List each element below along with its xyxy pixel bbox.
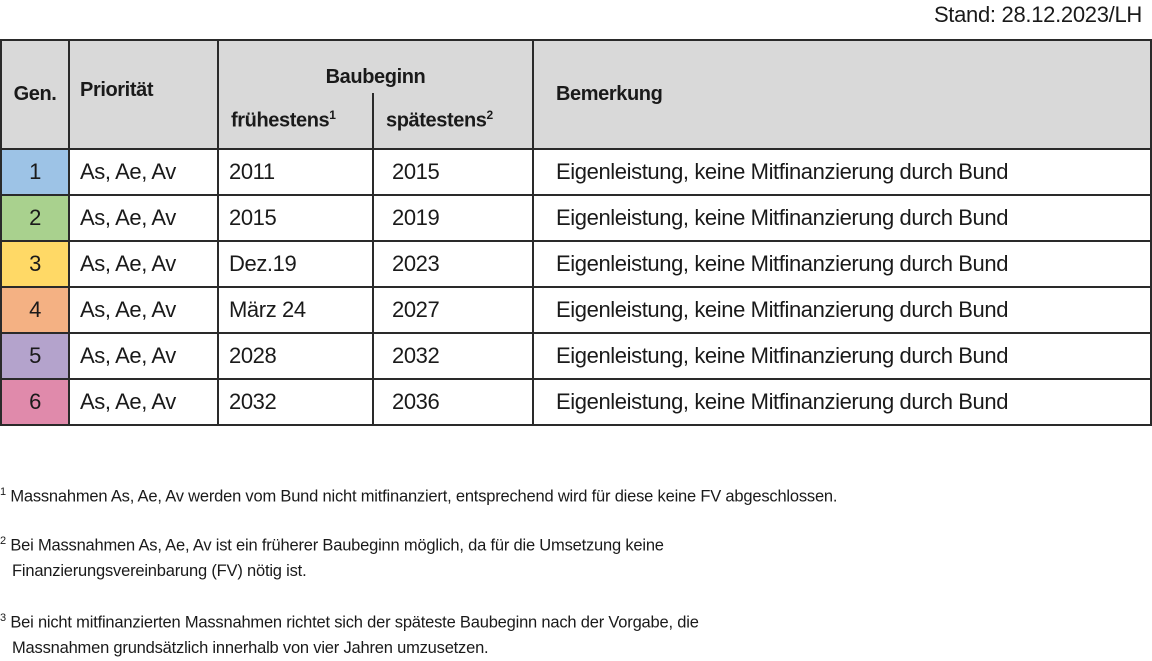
spaetestens-cell: 2027 (373, 287, 533, 333)
bemerkung-cell: Eigenleistung, keine Mitfinanzierung durch Bund (533, 195, 1151, 241)
prioritaet-cell: As, Ae, Av (69, 379, 218, 425)
footnote-1: $^1$ Massnahmen As, Ae, Av werden vom Bund nicht mitfinanziert, entsprechend wird für diese keine FV abgeschlossen. (0, 486, 838, 506)
table-row (1, 195, 1151, 241)
fruehestens-cell: 2032 (218, 379, 373, 425)
stand-date: Stand: 28.12.2023/LH (933, 2, 1142, 27)
fruehestens-cell: Dez.19 (218, 241, 373, 287)
spaetestens-cell: 2019 (373, 195, 533, 241)
gen-cell: 3 (1, 241, 69, 287)
gen-cell: 2 (1, 195, 69, 241)
table-row (1, 149, 1151, 195)
gen-cell: 1 (1, 149, 69, 195)
table-row (1, 333, 1151, 379)
footnote-3: $^3$ Bei nicht mitfinanzierten Massnahmen richtet sich der späteste Baubeginn nach der Vorgabe, die Massnahmen grundsätzlich innerhalb von vier Jahren umzusetzen. (0, 612, 699, 657)
gen-cell: 6 (1, 379, 69, 425)
gen-cell: 5 (1, 333, 69, 379)
fruehestens-cell: 2015 (218, 195, 373, 241)
bemerkung-cell: Eigenleistung, keine Mitfinanzierung durch Bund (533, 379, 1151, 425)
bemerkung-cell: Eigenleistung, keine Mitfinanzierung durch Bund (533, 149, 1151, 195)
prioritaet-cell: As, Ae, Av (69, 149, 218, 195)
spaetestens-cell: 2032 (373, 333, 533, 379)
bemerkung-cell: Eigenleistung, keine Mitfinanzierung durch Bund (533, 241, 1151, 287)
header-fruehestens: frühestens$^1$ (218, 93, 373, 149)
spaetestens-cell: 2023 (373, 241, 533, 287)
fruehestens-cell: März 24 (218, 287, 373, 333)
header-spaetestens: spätestens$^2$ (373, 93, 533, 149)
table-row (1, 287, 1151, 333)
header-bemerkung: Bemerkung (533, 40, 1151, 149)
fruehestens-cell: 2028 (218, 333, 373, 379)
header-gen: Gen. (1, 40, 69, 149)
table-row (1, 241, 1151, 287)
table-row (1, 379, 1151, 425)
prioritaet-cell: As, Ae, Av (69, 287, 218, 333)
spaetestens-cell: 2036 (373, 379, 533, 425)
header-prioritaet: Priorität (69, 40, 218, 149)
generations-table (0, 39, 1152, 426)
header-baubeginn: Baubeginn (218, 40, 533, 93)
bemerkung-cell: Eigenleistung, keine Mitfinanzierung durch Bund (533, 287, 1151, 333)
prioritaet-cell: As, Ae, Av (69, 195, 218, 241)
gen-cell: 4 (1, 287, 69, 333)
prioritaet-cell: As, Ae, Av (69, 333, 218, 379)
footnote-2: $^2$ Bei Massnahmen As, Ae, Av ist ein früherer Baubeginn möglich, da für die Umsetzung keine Finanzierungsvereinbarung (FV) nötig ist. (0, 535, 664, 580)
bemerkung-cell: Eigenleistung, keine Mitfinanzierung durch Bund (533, 333, 1151, 379)
spaetestens-cell: 2015 (373, 149, 533, 195)
prioritaet-cell: As, Ae, Av (69, 241, 218, 287)
fruehestens-cell: 2011 (218, 149, 373, 195)
